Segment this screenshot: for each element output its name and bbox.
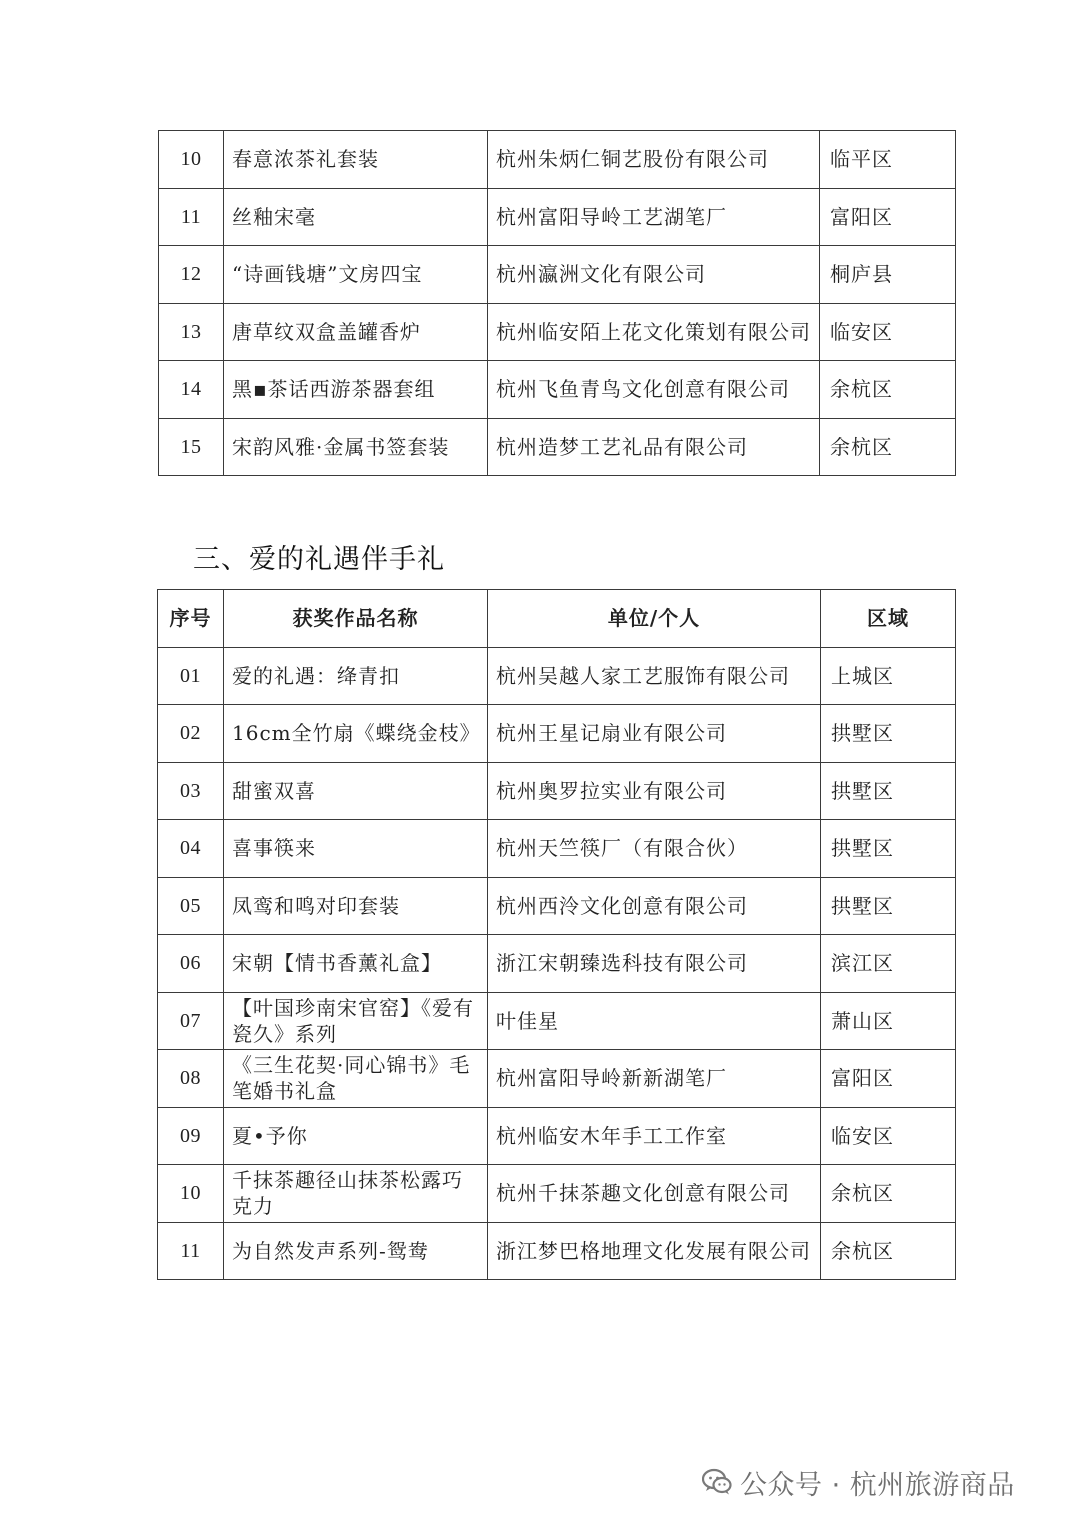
row-number: 09 — [158, 1107, 224, 1165]
table-row — [158, 762, 956, 820]
header-no: 序号 — [158, 590, 224, 648]
row-number: 05 — [158, 877, 224, 935]
unit-name: 杭州富阳导岭新新湖笔厂 — [488, 1050, 821, 1108]
unit-name: 杭州飞鱼青鸟文化创意有限公司 — [488, 361, 820, 419]
work-name: 丝釉宋毫 — [224, 188, 488, 246]
table-row — [158, 647, 956, 705]
table-row — [159, 361, 956, 419]
table-row — [158, 1050, 956, 1108]
work-name: 喜事筷来 — [224, 820, 488, 878]
work-name: 宋朝【情书香薰礼盒】 — [224, 935, 488, 993]
work-name: 黑▪茶话西游茶器套组 — [224, 361, 488, 419]
row-number: 08 — [158, 1050, 224, 1108]
row-number: 13 — [159, 303, 224, 361]
unit-name: 杭州西泠文化创意有限公司 — [488, 877, 821, 935]
row-number: 03 — [158, 762, 224, 820]
work-name: 为自然发声系列-鸳鸯 — [224, 1222, 488, 1280]
work-name: 春意浓茶礼套装 — [224, 131, 488, 189]
table-header — [158, 590, 956, 648]
work-name: 千抹茶趣径山抹茶松露巧克力 — [224, 1165, 488, 1223]
table-row — [158, 1165, 956, 1223]
work-name: 《三生花契·同心锦书》毛笔婚书礼盒 — [224, 1050, 488, 1108]
unit-name: 杭州王星记扇业有限公司 — [488, 705, 821, 763]
region-name: 拱墅区 — [821, 820, 956, 878]
row-number: 10 — [158, 1165, 224, 1223]
unit-name: 叶佳星 — [488, 992, 821, 1050]
row-number: 04 — [158, 820, 224, 878]
work-name: 夏•予你 — [224, 1107, 488, 1165]
row-number: 10 — [159, 131, 224, 189]
table-row — [158, 935, 956, 993]
table-row — [159, 303, 956, 361]
table-row — [158, 1107, 956, 1165]
table-row — [158, 877, 956, 935]
region-name: 余杭区 — [820, 361, 956, 419]
wechat-icon — [702, 1468, 732, 1496]
love-gift-awards-table-body — [158, 647, 956, 1280]
unit-name: 浙江宋朝臻选科技有限公司 — [488, 935, 821, 993]
work-name: 甜蜜双喜 — [224, 762, 488, 820]
row-number: 02 — [158, 705, 224, 763]
header-region: 区域 — [821, 590, 956, 648]
unit-name: 杭州瀛洲文化有限公司 — [488, 246, 820, 304]
region-name: 桐庐县 — [820, 246, 956, 304]
table-row — [159, 131, 956, 189]
work-name: 唐草纹双盒盖罐香炉 — [224, 303, 488, 361]
header-row — [158, 590, 956, 648]
table-row — [158, 992, 956, 1050]
region-name: 余杭区 — [821, 1165, 956, 1223]
region-name: 临平区 — [820, 131, 956, 189]
table-row — [159, 188, 956, 246]
watermark-text: 公众号 · 杭州旅游商品 — [740, 1469, 1015, 1501]
region-name: 富阳区 — [820, 188, 956, 246]
region-name: 余杭区 — [820, 418, 956, 476]
unit-name: 杭州临安陌上花文化策划有限公司 — [488, 303, 820, 361]
table-row — [159, 246, 956, 304]
awards-table-continued-body — [159, 131, 956, 476]
table-row — [158, 820, 956, 878]
region-name: 滨江区 — [821, 935, 956, 993]
row-number: 12 — [159, 246, 224, 304]
unit-name: 杭州朱炳仁铜艺股份有限公司 — [488, 131, 820, 189]
work-name: 爱的礼遇：绛青扣 — [224, 647, 488, 705]
work-name: 凤鸾和鸣对印套装 — [224, 877, 488, 935]
region-name: 拱墅区 — [821, 705, 956, 763]
unit-name: 杭州富阳导岭工艺湖笔厂 — [488, 188, 820, 246]
watermark — [702, 1462, 1015, 1502]
row-number: 01 — [158, 647, 224, 705]
header-name: 获奖作品名称 — [224, 590, 488, 648]
unit-name: 杭州天竺筷厂（有限合伙） — [488, 820, 821, 878]
table-row — [159, 418, 956, 476]
region-name: 拱墅区 — [821, 762, 956, 820]
unit-name: 杭州千抹茶趣文化创意有限公司 — [488, 1165, 821, 1223]
region-name: 拱墅区 — [821, 877, 956, 935]
row-number: 11 — [159, 188, 224, 246]
region-name: 临安区 — [821, 1107, 956, 1165]
region-name: 上城区 — [821, 647, 956, 705]
unit-name: 浙江梦巴格地理文化发展有限公司 — [488, 1222, 821, 1280]
work-name: 宋韵风雅·金属书签套装 — [224, 418, 488, 476]
region-name: 余杭区 — [821, 1222, 956, 1280]
unit-name: 杭州奥罗拉实业有限公司 — [488, 762, 821, 820]
row-number: 15 — [159, 418, 224, 476]
row-number: 07 — [158, 992, 224, 1050]
table-row — [158, 1222, 956, 1280]
work-name: 【叶国珍南宋官窑】《爱有瓷久》系列 — [224, 992, 488, 1050]
row-number: 14 — [159, 361, 224, 419]
unit-name: 杭州临安木年手工工作室 — [488, 1107, 821, 1165]
work-name: “诗画钱塘”文房四宝 — [224, 246, 488, 304]
section-heading: 三、爱的礼遇伴手礼 — [193, 544, 445, 575]
awards-table-continued — [158, 130, 956, 476]
header-unit: 单位/个人 — [488, 590, 821, 648]
region-name: 富阳区 — [821, 1050, 956, 1108]
love-gift-awards-table — [157, 589, 956, 1280]
row-number: 06 — [158, 935, 224, 993]
region-name: 临安区 — [820, 303, 956, 361]
work-name: 16cm全竹扇《蝶绕金枝》 — [224, 705, 488, 763]
unit-name: 杭州吴越人家工艺服饰有限公司 — [488, 647, 821, 705]
row-number: 11 — [158, 1222, 224, 1280]
region-name: 萧山区 — [821, 992, 956, 1050]
unit-name: 杭州造梦工艺礼品有限公司 — [488, 418, 820, 476]
table-row — [158, 705, 956, 763]
